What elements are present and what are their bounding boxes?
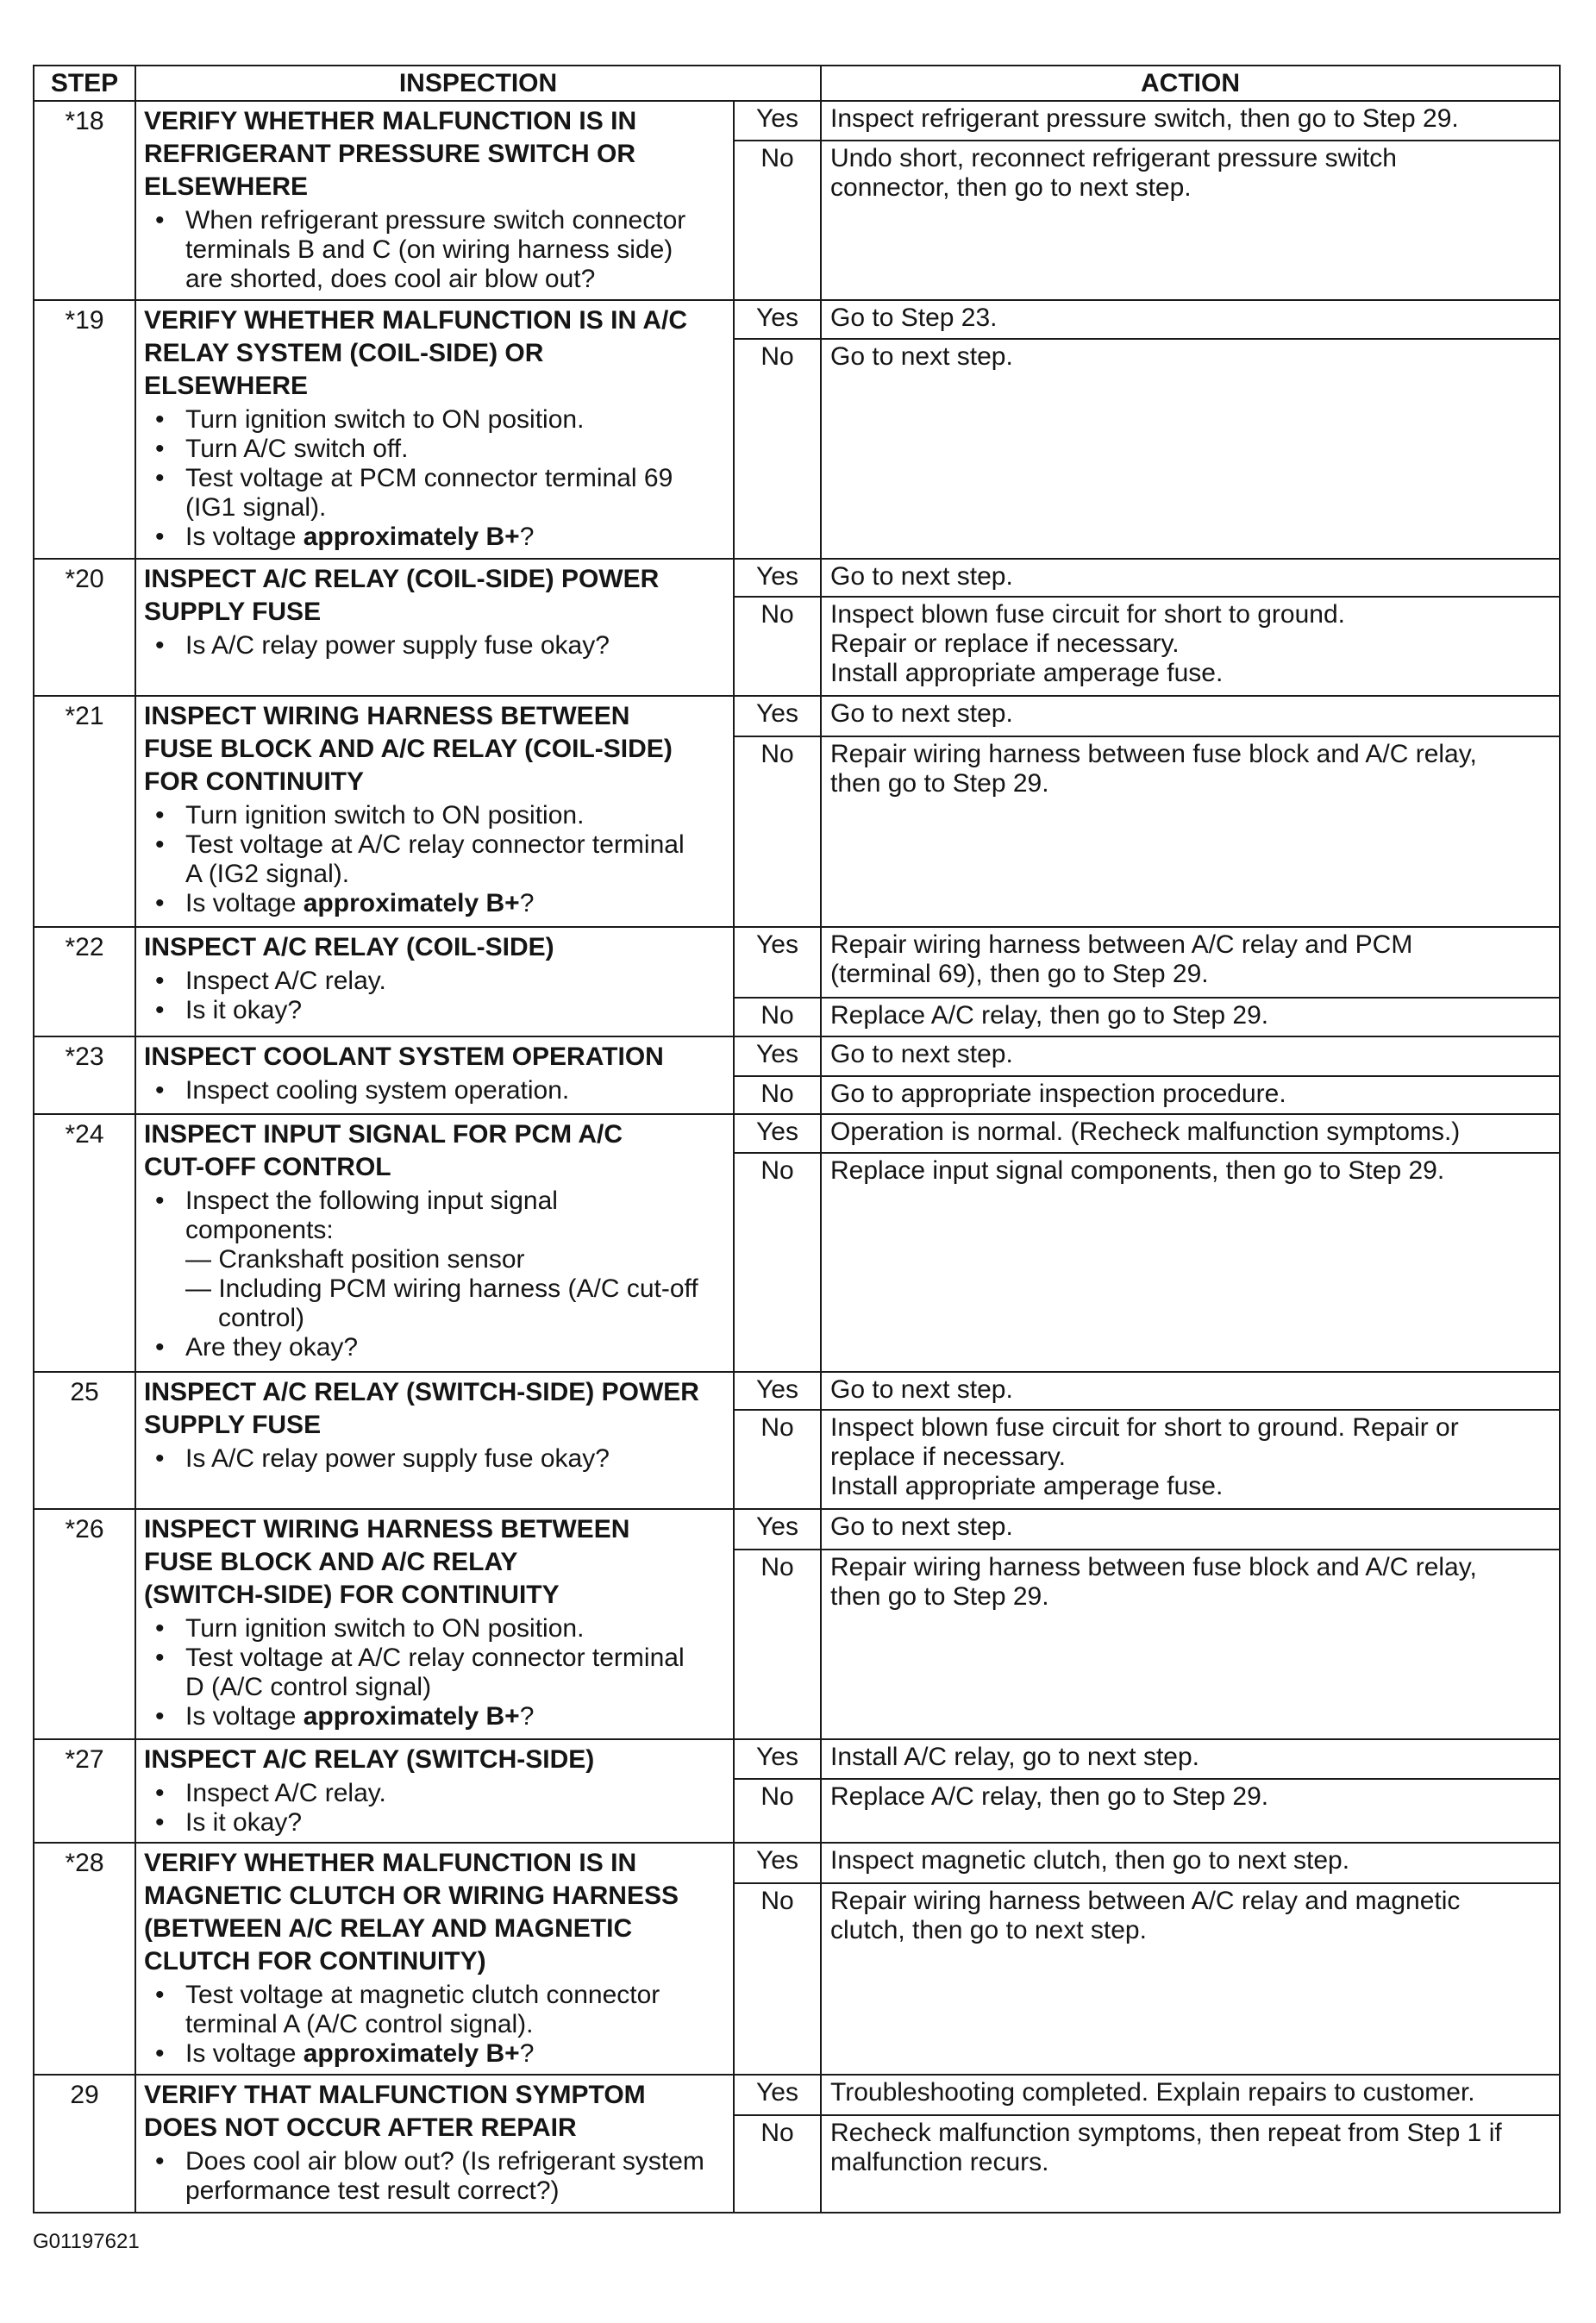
bullet-text: ? <box>519 2039 535 2068</box>
no-label: No <box>734 141 821 300</box>
yes-label: Yes <box>734 1036 821 1076</box>
sub-item: — Including PCM wiring harness (A/C cut-off control) <box>185 1274 698 1332</box>
bullet-item: • Inspect A/C relay. <box>144 1779 728 1808</box>
no-action: Recheck malfunction symptoms, then repeat from Step 1 if malfunction recurs. <box>821 2115 1560 2213</box>
bullet-item <box>144 2039 728 2069</box>
inspection-bullets <box>144 1187 728 1362</box>
no-label: No <box>734 1410 821 1509</box>
no-label: No <box>734 1153 821 1372</box>
yes-action: Inspect magnetic clutch, then go to next step. <box>821 1843 1560 1883</box>
inspection-heading: INSPECT A/C RELAY (COIL-SIDE) POWER SUPPLY FUSE <box>144 565 660 626</box>
bullet-item: • Test voltage at PCM connector terminal 69 (IG1 signal). <box>144 464 728 523</box>
yes-label: Yes <box>734 696 821 736</box>
no-action: Repair wiring harness between fuse block and A/C relay, then go to Step 29. <box>821 736 1560 927</box>
inspection-heading: VERIFY THAT MALFUNCTION SYMPTOM DOES NOT OCCUR AFTER REPAIR <box>144 2081 646 2142</box>
inspection-heading: INSPECT A/C RELAY (COIL-SIDE) <box>144 933 554 961</box>
inspection-heading: INSPECT COOLANT SYSTEM OPERATION <box>144 1043 664 1071</box>
bullet-text: Is voltage <box>185 889 304 917</box>
step-26-yes-row <box>34 1509 1560 1550</box>
inspection-cell <box>135 559 734 696</box>
no-label: No <box>734 1779 821 1843</box>
bullet-emphasis: approximately B+ <box>303 523 520 551</box>
inspection-bullets <box>144 206 728 294</box>
bullet-text: Is voltage <box>185 1702 304 1731</box>
figure-code: G01197621 <box>33 2230 140 2253</box>
yes-action: Troubleshooting completed. Explain repairs to customer. <box>821 2075 1560 2115</box>
bullet-emphasis: approximately B+ <box>303 889 520 917</box>
step-number: *23 <box>34 1036 135 1114</box>
inspection-cell <box>135 101 734 300</box>
yes-label: Yes <box>734 1114 821 1153</box>
step-number: *21 <box>34 696 135 927</box>
column-header-step: STEP <box>34 66 135 101</box>
bullet-item: • Are they okay? <box>144 1333 728 1362</box>
bullet-text: ? <box>519 1702 535 1731</box>
step-number: *27 <box>34 1739 135 1843</box>
bullet-text: ? <box>519 889 535 917</box>
bullet-text: ? <box>519 523 535 551</box>
no-action: Replace A/C relay, then go to Step 29. <box>821 1779 1560 1843</box>
no-label: No <box>734 998 821 1036</box>
yes-label: Yes <box>734 101 821 141</box>
bullet-item: • Inspect A/C relay. <box>144 967 728 996</box>
inspection-cell <box>135 1372 734 1509</box>
inspection-cell <box>135 2075 734 2213</box>
inspection-heading: VERIFY WHETHER MALFUNCTION IS IN MAGNETIC CLUTCH OR WIRING HARNESS (BETWEEN A/C RELAY AND MAGNETIC CLUTCH FOR CONTINUITY) <box>144 1849 679 1975</box>
bullet-item: • Test voltage at A/C relay connector terminal A (IG2 signal). <box>144 830 728 889</box>
bullet-item: • Test voltage at A/C relay connector terminal D (A/C control signal) <box>144 1644 728 1702</box>
yes-label: Yes <box>734 1509 821 1550</box>
yes-label: Yes <box>734 927 821 998</box>
bullet-emphasis: approximately B+ <box>303 2039 520 2068</box>
inspection-cell <box>135 927 734 1036</box>
bullet-item: • Is it okay? <box>144 1808 728 1838</box>
inspection-bullets <box>144 405 728 552</box>
inspection-bullets <box>144 1614 728 1731</box>
yes-action: Repair wiring harness between A/C relay and PCM (terminal 69), then go to Step 29. <box>821 927 1560 998</box>
inspection-bullets <box>144 801 728 918</box>
no-label: No <box>734 339 821 559</box>
step-number: *18 <box>34 101 135 300</box>
no-action: Replace input signal components, then go to Step 29. <box>821 1153 1560 1372</box>
bullet-item <box>144 889 728 918</box>
step-number: *20 <box>34 559 135 696</box>
inspection-bullets <box>144 1444 728 1474</box>
step-number: 29 <box>34 2075 135 2213</box>
no-label: No <box>734 1550 821 1739</box>
bullet-item <box>144 523 728 552</box>
step-18-yes-row <box>34 101 1560 141</box>
no-label: No <box>734 2115 821 2213</box>
inspection-heading: INSPECT WIRING HARNESS BETWEEN FUSE BLOCK AND A/C RELAY (COIL-SIDE) FOR CONTINUITY <box>144 702 673 796</box>
bullet-item: • Is A/C relay power supply fuse okay? <box>144 1444 728 1474</box>
bullet-item: • Does cool air blow out? (Is refrigerant system performance test result correct?) <box>144 2147 728 2206</box>
inspection-heading: INSPECT A/C RELAY (SWITCH-SIDE) <box>144 1745 595 1774</box>
yes-label: Yes <box>734 2075 821 2115</box>
bullet-text: Is voltage <box>185 2039 304 2068</box>
yes-action: Go to next step. <box>821 559 1560 597</box>
inspection-heading: INSPECT A/C RELAY (SWITCH-SIDE) POWER SUPPLY FUSE <box>144 1378 699 1439</box>
bullet-item <box>144 1702 728 1731</box>
bullet-item: • When refrigerant pressure switch connector terminals B and C (on wiring harness side) are shorted, does cool air blow out? <box>144 206 728 294</box>
bullet-text: Inspect the following input signal components: <box>185 1187 558 1244</box>
step-20-yes-row <box>34 559 1560 597</box>
inspection-cell <box>135 1114 734 1372</box>
no-action: Repair wiring harness between fuse block and A/C relay, then go to Step 29. <box>821 1550 1560 1739</box>
inspection-cell <box>135 300 734 559</box>
no-action: Inspect blown fuse circuit for short to ground. Repair or replace if necessary. Install appropriate amperage fuse. <box>821 597 1560 696</box>
yes-action: Go to next step. <box>821 696 1560 736</box>
inspection-bullets <box>144 1981 728 2069</box>
bullet-item: • Inspect cooling system operation. <box>144 1076 728 1105</box>
inspection-heading: INSPECT INPUT SIGNAL FOR PCM A/C CUT-OFF CONTROL <box>144 1120 623 1181</box>
column-header-action: ACTION <box>821 66 1560 101</box>
inspection-heading: INSPECT WIRING HARNESS BETWEEN FUSE BLOCK AND A/C RELAY (SWITCH-SIDE) FOR CONTINUITY <box>144 1515 630 1609</box>
no-action: Go to appropriate inspection procedure. <box>821 1076 1560 1114</box>
column-header-inspection: INSPECTION <box>135 66 821 101</box>
no-action: Replace A/C relay, then go to Step 29. <box>821 998 1560 1036</box>
step-25-yes-row <box>34 1372 1560 1410</box>
inspection-bullets <box>144 2147 728 2206</box>
yes-action: Go to Step 23. <box>821 300 1560 339</box>
inspection-cell <box>135 1509 734 1739</box>
yes-action: Inspect refrigerant pressure switch, then go to Step 29. <box>821 101 1560 141</box>
step-23-yes-row <box>34 1036 1560 1076</box>
bullet-item: • Turn ignition switch to ON position. <box>144 405 728 435</box>
step-28-yes-row <box>34 1843 1560 1883</box>
bullet-emphasis: approximately B+ <box>303 1702 520 1731</box>
yes-action: Install A/C relay, go to next step. <box>821 1739 1560 1779</box>
no-action: Inspect blown fuse circuit for short to ground. Repair or replace if necessary. Install appropriate amperage fuse. <box>821 1410 1560 1509</box>
inspection-bullets <box>144 967 728 1025</box>
no-label: No <box>734 1883 821 2075</box>
step-number: *19 <box>34 300 135 559</box>
yes-action: Go to next step. <box>821 1372 1560 1410</box>
bullet-text: Is voltage <box>185 523 304 551</box>
inspection-cell <box>135 1036 734 1114</box>
yes-action: Operation is normal. (Recheck malfunction symptoms.) <box>821 1114 1560 1153</box>
yes-label: Yes <box>734 1739 821 1779</box>
no-action: Go to next step. <box>821 339 1560 559</box>
step-19-yes-row <box>34 300 1560 339</box>
inspection-bullets <box>144 1076 728 1105</box>
no-action: Undo short, reconnect refrigerant pressure switch connector, then go to next step. <box>821 141 1560 300</box>
step-number: *22 <box>34 927 135 1036</box>
step-number: *28 <box>34 1843 135 2075</box>
bullet-item: • Turn A/C switch off. <box>144 435 728 464</box>
inspection-bullets <box>144 631 728 661</box>
bullet-item: • Turn ignition switch to ON position. <box>144 801 728 830</box>
inspection-cell <box>135 1843 734 2075</box>
step-27-yes-row <box>34 1739 1560 1779</box>
inspection-heading: VERIFY WHETHER MALFUNCTION IS IN A/C RELAY SYSTEM (COIL-SIDE) OR ELSEWHERE <box>144 306 687 400</box>
yes-action: Go to next step. <box>821 1509 1560 1550</box>
inspection-cell <box>135 696 734 927</box>
bullet-item: • Is A/C relay power supply fuse okay? <box>144 631 728 661</box>
troubleshooting-table <box>33 65 1561 2213</box>
step-29-yes-row <box>34 2075 1560 2115</box>
bullet-item: • Is it okay? <box>144 996 728 1025</box>
step-number: *24 <box>34 1114 135 1372</box>
step-22-yes-row <box>34 927 1560 998</box>
bullet-item: • Test voltage at magnetic clutch connector terminal A (A/C control signal). <box>144 1981 728 2039</box>
step-21-yes-row <box>34 696 1560 736</box>
yes-label: Yes <box>734 559 821 597</box>
yes-action: Go to next step. <box>821 1036 1560 1076</box>
sub-item: — Crankshaft position sensor <box>185 1245 525 1274</box>
no-label: No <box>734 736 821 927</box>
no-label: No <box>734 1076 821 1114</box>
bullet-item: • Turn ignition switch to ON position. <box>144 1614 728 1644</box>
step-24-yes-row <box>34 1114 1560 1153</box>
bullet-item <box>144 1187 728 1333</box>
no-label: No <box>734 597 821 696</box>
step-number: 25 <box>34 1372 135 1509</box>
yes-label: Yes <box>734 1843 821 1883</box>
inspection-bullets <box>144 1779 728 1838</box>
header-row <box>34 66 1560 101</box>
inspection-heading: VERIFY WHETHER MALFUNCTION IS IN REFRIGERANT PRESSURE SWITCH OR ELSEWHERE <box>144 107 637 201</box>
no-action: Repair wiring harness between A/C relay and magnetic clutch, then go to next step. <box>821 1883 1560 2075</box>
step-number: *26 <box>34 1509 135 1739</box>
yes-label: Yes <box>734 1372 821 1410</box>
yes-label: Yes <box>734 300 821 339</box>
inspection-cell <box>135 1739 734 1843</box>
